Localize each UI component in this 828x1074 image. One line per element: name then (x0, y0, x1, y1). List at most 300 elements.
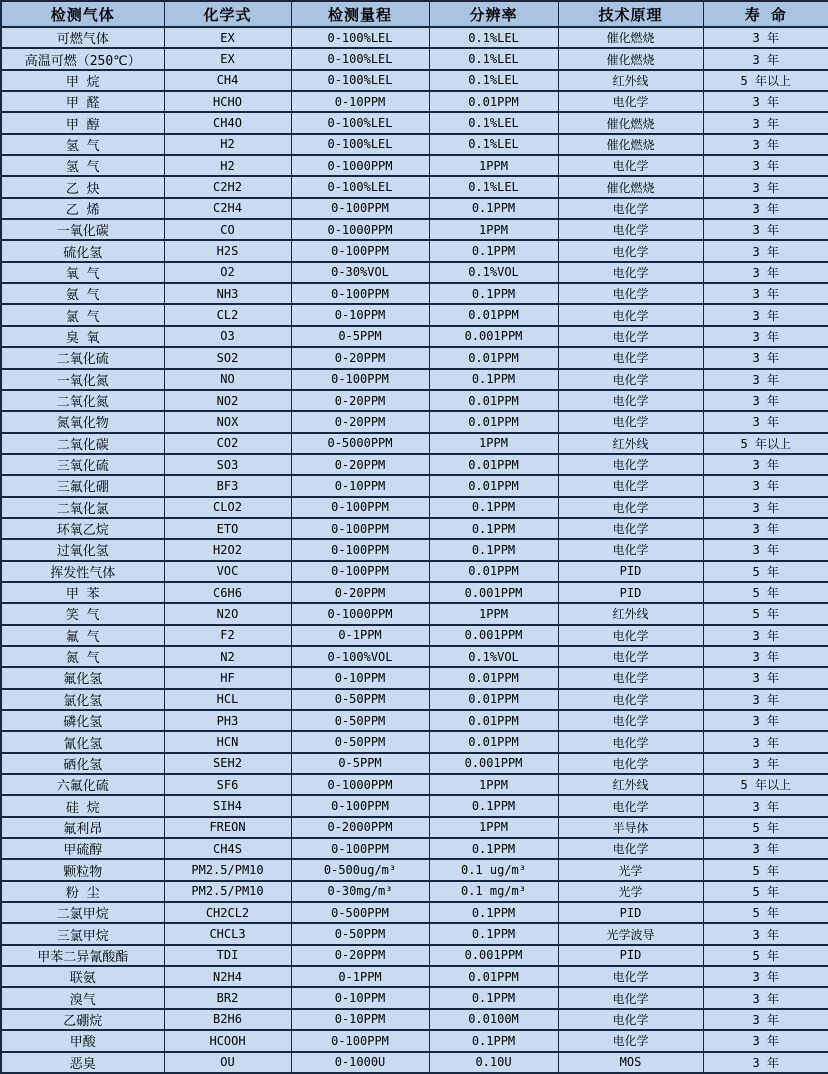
table-cell: 0-100PPM (291, 198, 429, 219)
table-cell: 0.001PPM (429, 945, 558, 966)
table-cell: 3 年 (703, 475, 828, 496)
table-cell: H2S (164, 240, 291, 261)
table-cell: 电化学 (558, 753, 703, 774)
header-row (1, 1, 828, 27)
table-cell: OU (164, 1052, 291, 1074)
table-cell: SIH4 (164, 795, 291, 816)
table-cell: 0-2000PPM (291, 817, 429, 838)
table-cell: 0-5000PPM (291, 433, 429, 454)
table-cell: 红外线 (558, 774, 703, 795)
table-cell: 光学波导 (558, 923, 703, 944)
table-cell: 0.01PPM (429, 731, 558, 752)
table-cell: 二氯甲烷 (1, 902, 164, 923)
table-row (1, 134, 828, 155)
table-cell: 3 年 (703, 262, 828, 283)
table-cell: HCHO (164, 91, 291, 112)
table-cell: 硒化氢 (1, 753, 164, 774)
table-cell: 六氟化硫 (1, 774, 164, 795)
column-header-gas: 检测气体 (1, 1, 164, 27)
table-cell: ETO (164, 518, 291, 539)
table-cell: 三氟化硼 (1, 475, 164, 496)
table-cell: 0.1%LEL (429, 134, 558, 155)
table-cell: NO2 (164, 390, 291, 411)
table-cell: 电化学 (558, 198, 703, 219)
table-cell: 粉 尘 (1, 881, 164, 902)
table-cell: 0-100PPM (291, 1030, 429, 1051)
table-row (1, 27, 828, 48)
table-cell: 氮氧化物 (1, 411, 164, 432)
table-cell: 5 年 (703, 881, 828, 902)
table-row (1, 923, 828, 944)
table-cell: 0.1%LEL (429, 112, 558, 133)
table-cell: H2 (164, 134, 291, 155)
table-row (1, 304, 828, 325)
table-cell: PID (558, 561, 703, 582)
table-cell: 二氧化碳 (1, 433, 164, 454)
table-cell: 电化学 (558, 91, 703, 112)
table-cell: H2 (164, 155, 291, 176)
table-cell: 3 年 (703, 91, 828, 112)
table-row (1, 945, 828, 966)
table-cell: 3 年 (703, 625, 828, 646)
table-cell: CLO2 (164, 497, 291, 518)
table-cell: 0-100PPM (291, 369, 429, 390)
table-cell: 电化学 (558, 689, 703, 710)
table-cell: 0.001PPM (429, 582, 558, 603)
table-cell: 甲苯二异氰酸酯 (1, 945, 164, 966)
table-cell: CO2 (164, 433, 291, 454)
table-cell: 催化燃烧 (558, 112, 703, 133)
table-cell: N2 (164, 646, 291, 667)
table-cell: 0-20PPM (291, 582, 429, 603)
table-cell: 0-50PPM (291, 923, 429, 944)
table-cell: 0-1000PPM (291, 603, 429, 624)
table-cell: 3 年 (703, 134, 828, 155)
table-cell: 0.0100M (429, 1009, 558, 1030)
column-header-principle: 技术原理 (558, 1, 703, 27)
table-cell: PH3 (164, 710, 291, 731)
table-cell: 乙 炔 (1, 176, 164, 197)
table-cell: 硫化氢 (1, 240, 164, 261)
table-cell: 0.1PPM (429, 539, 558, 560)
table-row (1, 689, 828, 710)
table-cell: 3 年 (703, 689, 828, 710)
table-cell: 0-100%LEL (291, 48, 429, 69)
table-cell: 电化学 (558, 987, 703, 1008)
table-cell: 0-1000PPM (291, 774, 429, 795)
table-cell: 5 年 (703, 902, 828, 923)
table-cell: 0-100%LEL (291, 27, 429, 48)
table-cell: 0.01PPM (429, 689, 558, 710)
table-cell: SO2 (164, 347, 291, 368)
table-row (1, 155, 828, 176)
table-row (1, 817, 828, 838)
table-row (1, 987, 828, 1008)
table-cell: 0-10PPM (291, 1009, 429, 1030)
table-cell: 1PPM (429, 433, 558, 454)
table-cell: 0-30mg/m³ (291, 881, 429, 902)
table-cell: 0.01PPM (429, 390, 558, 411)
table-cell: 3 年 (703, 518, 828, 539)
table-cell: 一氧化碳 (1, 219, 164, 240)
table-cell: 0-5PPM (291, 753, 429, 774)
table-cell: 0-5PPM (291, 326, 429, 347)
table-cell: 3 年 (703, 1030, 828, 1051)
table-row (1, 70, 828, 91)
table-cell: 0.1%LEL (429, 27, 558, 48)
table-cell: 1PPM (429, 817, 558, 838)
table-cell: 一氧化氮 (1, 369, 164, 390)
table-cell: 3 年 (703, 390, 828, 411)
table-cell: 0.1PPM (429, 923, 558, 944)
table-cell: 5 年 (703, 859, 828, 880)
table-cell: FREON (164, 817, 291, 838)
table-cell: 5 年 (703, 817, 828, 838)
table-cell: 0-50PPM (291, 689, 429, 710)
table-cell: 0-100PPM (291, 795, 429, 816)
table-cell: 电化学 (558, 219, 703, 240)
table-cell: 0.001PPM (429, 625, 558, 646)
table-cell: 0.1PPM (429, 902, 558, 923)
table-row (1, 390, 828, 411)
table-cell: 电化学 (558, 795, 703, 816)
table-cell: 电化学 (558, 838, 703, 859)
table-cell: 0.1PPM (429, 198, 558, 219)
table-cell: 氟 气 (1, 625, 164, 646)
table-cell: 0-20PPM (291, 347, 429, 368)
table-cell: 0-20PPM (291, 454, 429, 475)
table-row (1, 91, 828, 112)
table-cell: H2O2 (164, 539, 291, 560)
table-cell: 电化学 (558, 710, 703, 731)
table-cell: 3 年 (703, 27, 828, 48)
table-cell: NH3 (164, 283, 291, 304)
table-cell: 0-100PPM (291, 240, 429, 261)
table-cell: 氰化氢 (1, 731, 164, 752)
table-cell: 0-100PPM (291, 283, 429, 304)
table-cell: 红外线 (558, 433, 703, 454)
table-cell: 0-100PPM (291, 838, 429, 859)
table-cell: 0-10PPM (291, 91, 429, 112)
table-cell: 1PPM (429, 219, 558, 240)
table-cell: SEH2 (164, 753, 291, 774)
table-cell: 催化燃烧 (558, 134, 703, 155)
table-cell: 0-50PPM (291, 731, 429, 752)
table-cell: 甲 烷 (1, 70, 164, 91)
table-cell: 0-10PPM (291, 475, 429, 496)
table-cell: HCN (164, 731, 291, 752)
table-row (1, 859, 828, 880)
table-cell: 0.001PPM (429, 753, 558, 774)
table-cell: 0.1%LEL (429, 48, 558, 69)
table-cell: 三氯甲烷 (1, 923, 164, 944)
table-cell: CL2 (164, 304, 291, 325)
table-cell: C2H4 (164, 198, 291, 219)
table-row (1, 198, 828, 219)
table-cell: CH4O (164, 112, 291, 133)
table-cell: N2H4 (164, 966, 291, 987)
table-cell: 5 年 (703, 945, 828, 966)
table-row (1, 283, 828, 304)
table-cell: 挥发性气体 (1, 561, 164, 582)
table-cell: 二氧化硫 (1, 347, 164, 368)
table-row (1, 176, 828, 197)
table-cell: 电化学 (558, 240, 703, 261)
table-cell: 0-1000U (291, 1052, 429, 1074)
table-row (1, 219, 828, 240)
table-cell: 3 年 (703, 326, 828, 347)
table-cell: 硅 烷 (1, 795, 164, 816)
table-cell: 0-100PPM (291, 518, 429, 539)
table-cell: B2H6 (164, 1009, 291, 1030)
table-cell: 0-10PPM (291, 667, 429, 688)
table-cell: 0-500ug/m³ (291, 859, 429, 880)
table-cell: 氟利昂 (1, 817, 164, 838)
table-row (1, 881, 828, 902)
table-cell: NOX (164, 411, 291, 432)
table-cell: PID (558, 945, 703, 966)
table-cell: O2 (164, 262, 291, 283)
table-cell: 5 年以上 (703, 433, 828, 454)
table-cell: 0.01PPM (429, 710, 558, 731)
table-cell: 3 年 (703, 283, 828, 304)
table-cell: 0.1PPM (429, 518, 558, 539)
table-row (1, 710, 828, 731)
table-cell: 0.1PPM (429, 1030, 558, 1051)
table-header (1, 1, 828, 27)
table-cell: 0-10PPM (291, 304, 429, 325)
table-row (1, 518, 828, 539)
table-cell: 5 年 (703, 582, 828, 603)
table-row (1, 347, 828, 368)
table-cell: 0-1PPM (291, 966, 429, 987)
table-cell: 氮 气 (1, 646, 164, 667)
table-cell: 电化学 (558, 304, 703, 325)
table-cell: 5 年以上 (703, 70, 828, 91)
table-cell: 0-30%VOL (291, 262, 429, 283)
table-cell: 0-500PPM (291, 902, 429, 923)
table-cell: HCL (164, 689, 291, 710)
table-cell: 联氨 (1, 966, 164, 987)
table-row (1, 667, 828, 688)
table-cell: 0.1%VOL (429, 646, 558, 667)
table-cell: TDI (164, 945, 291, 966)
table-cell: 3 年 (703, 710, 828, 731)
table-cell: 电化学 (558, 411, 703, 432)
table-row (1, 240, 828, 261)
table-cell: 电化学 (558, 497, 703, 518)
table-row (1, 731, 828, 752)
table-cell: 高温可燃（250℃） (1, 48, 164, 69)
table-cell: 电化学 (558, 1009, 703, 1030)
table-cell: SF6 (164, 774, 291, 795)
table-cell: O3 (164, 326, 291, 347)
table-cell: C6H6 (164, 582, 291, 603)
column-header-resolution: 分辨率 (429, 1, 558, 27)
table-cell: 氧 气 (1, 262, 164, 283)
table-row (1, 966, 828, 987)
table-row (1, 603, 828, 624)
table-cell: 甲硫醇 (1, 838, 164, 859)
table-cell: 0.1PPM (429, 795, 558, 816)
table-cell: 电化学 (558, 155, 703, 176)
table-cell: 氢 气 (1, 134, 164, 155)
column-header-range: 检测量程 (291, 1, 429, 27)
table-cell: 0-1PPM (291, 625, 429, 646)
table-cell: 电化学 (558, 390, 703, 411)
table-cell: 0.1 ug/m³ (429, 859, 558, 880)
table-cell: 电化学 (558, 369, 703, 390)
table-row (1, 561, 828, 582)
table-cell: 0-100PPM (291, 561, 429, 582)
table-cell: 0.01PPM (429, 411, 558, 432)
table-cell: 甲 苯 (1, 582, 164, 603)
table-row (1, 774, 828, 795)
table-cell: BF3 (164, 475, 291, 496)
table-row (1, 475, 828, 496)
table-cell: 催化燃烧 (558, 176, 703, 197)
table-cell: NO (164, 369, 291, 390)
table-cell: VOC (164, 561, 291, 582)
table-cell: 电化学 (558, 262, 703, 283)
table-row (1, 838, 828, 859)
table-cell: 氢 气 (1, 155, 164, 176)
table-cell: 电化学 (558, 326, 703, 347)
table-cell: 5 年 (703, 561, 828, 582)
table-row (1, 497, 828, 518)
table-cell: 甲 醛 (1, 91, 164, 112)
table-cell: 3 年 (703, 198, 828, 219)
table-cell: 3 年 (703, 667, 828, 688)
table-cell: 3 年 (703, 112, 828, 133)
table-cell: 0.1 mg/m³ (429, 881, 558, 902)
table-cell: 可燃气体 (1, 27, 164, 48)
table-cell: PM2.5/PM10 (164, 881, 291, 902)
table-cell: 乙 烯 (1, 198, 164, 219)
table-cell: 3 年 (703, 454, 828, 475)
table-cell: 0.01PPM (429, 561, 558, 582)
table-cell: 催化燃烧 (558, 48, 703, 69)
table-cell: 氯化氢 (1, 689, 164, 710)
table-cell: 电化学 (558, 966, 703, 987)
table-cell: 0-1000PPM (291, 155, 429, 176)
table-cell: 1PPM (429, 774, 558, 795)
table-cell: 催化燃烧 (558, 27, 703, 48)
table-cell: 红外线 (558, 603, 703, 624)
table-cell: PID (558, 902, 703, 923)
table-cell: 0-100%LEL (291, 134, 429, 155)
table-cell: 电化学 (558, 1030, 703, 1051)
table-cell: 0-20PPM (291, 390, 429, 411)
table-row (1, 539, 828, 560)
column-header-lifespan: 寿 命 (703, 1, 828, 27)
table-cell: 3 年 (703, 923, 828, 944)
table-cell: 3 年 (703, 219, 828, 240)
table-cell: 过氧化氢 (1, 539, 164, 560)
table-row (1, 454, 828, 475)
table-row (1, 326, 828, 347)
table-cell: 3 年 (703, 838, 828, 859)
table-cell: 电化学 (558, 454, 703, 475)
table-cell: CO (164, 219, 291, 240)
table-row (1, 753, 828, 774)
table-cell: 甲 醇 (1, 112, 164, 133)
table-row (1, 902, 828, 923)
table-cell: 0.1PPM (429, 283, 558, 304)
table-cell: 0.01PPM (429, 304, 558, 325)
table-cell: PM2.5/PM10 (164, 859, 291, 880)
table-cell: 3 年 (703, 795, 828, 816)
table-cell: 0-10PPM (291, 987, 429, 1008)
table-cell: PID (558, 582, 703, 603)
table-cell: 0-50PPM (291, 710, 429, 731)
table-cell: 红外线 (558, 70, 703, 91)
table-cell: 0-100%LEL (291, 70, 429, 91)
table-cell: 电化学 (558, 347, 703, 368)
table-cell: 0.1PPM (429, 838, 558, 859)
table-cell: 电化学 (558, 667, 703, 688)
table-cell: 0-100PPM (291, 497, 429, 518)
table-cell: 电化学 (558, 646, 703, 667)
table-cell: 3 年 (703, 1052, 828, 1074)
table-cell: 0.1PPM (429, 497, 558, 518)
table-cell: 0-100%LEL (291, 176, 429, 197)
table-cell: 0-20PPM (291, 945, 429, 966)
table-cell: 0-100%VOL (291, 646, 429, 667)
table-cell: BR2 (164, 987, 291, 1008)
table-cell: 0.1PPM (429, 240, 558, 261)
table-cell: 3 年 (703, 646, 828, 667)
table-row (1, 625, 828, 646)
table-row (1, 795, 828, 816)
table-row (1, 1052, 828, 1074)
table-row (1, 1030, 828, 1051)
table-cell: 二氧化氮 (1, 390, 164, 411)
table-cell: 3 年 (703, 369, 828, 390)
table-row (1, 48, 828, 69)
table-cell: HCOOH (164, 1030, 291, 1051)
table-cell: 光学 (558, 881, 703, 902)
table-cell: 3 年 (703, 176, 828, 197)
table-cell: 氯 气 (1, 304, 164, 325)
table-cell: CH2CL2 (164, 902, 291, 923)
table-cell: 3 年 (703, 987, 828, 1008)
table-cell: 半导体 (558, 817, 703, 838)
table-cell: 甲酸 (1, 1030, 164, 1051)
table-cell: 0.001PPM (429, 326, 558, 347)
table-cell: 3 年 (703, 155, 828, 176)
table-row (1, 582, 828, 603)
table-row (1, 411, 828, 432)
table-cell: 光学 (558, 859, 703, 880)
table-cell: 3 年 (703, 497, 828, 518)
table-cell: 3 年 (703, 539, 828, 560)
table-cell: 3 年 (703, 966, 828, 987)
table-cell: 0.10U (429, 1052, 558, 1074)
table-cell: N2O (164, 603, 291, 624)
table-row (1, 646, 828, 667)
table-cell: 电化学 (558, 731, 703, 752)
table-cell: 臭 氧 (1, 326, 164, 347)
table-cell: 3 年 (703, 1009, 828, 1030)
column-header-formula: 化学式 (164, 1, 291, 27)
table-cell: 颗粒物 (1, 859, 164, 880)
table-cell: 溴气 (1, 987, 164, 1008)
table-row (1, 1009, 828, 1030)
table-cell: 0-1000PPM (291, 219, 429, 240)
table-cell: 环氧乙烷 (1, 518, 164, 539)
table-cell: 氟化氢 (1, 667, 164, 688)
